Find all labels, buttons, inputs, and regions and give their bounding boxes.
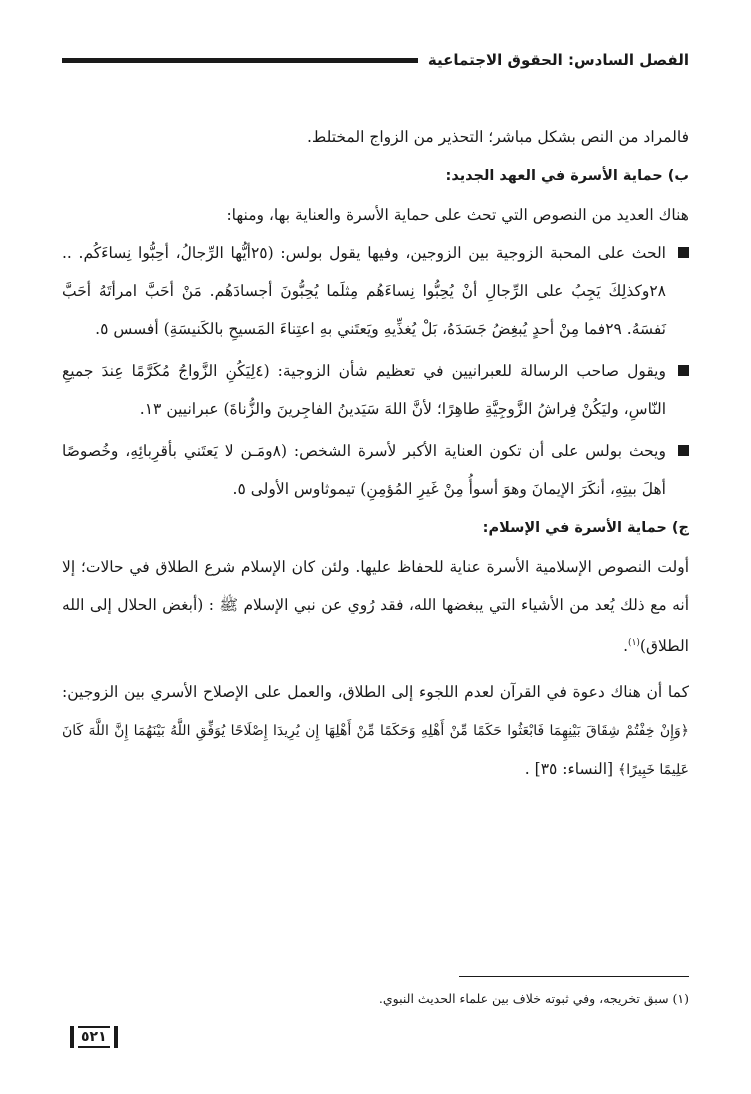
verse-reference: [النساء: ٣٥] . — [524, 760, 614, 779]
running-header — [62, 48, 689, 72]
intro-paragraph: فالمراد من النص بشكل مباشر؛ التحذير من الزواج المختلط. — [306, 128, 689, 146]
bullet-item — [62, 234, 689, 348]
paragraph-text: أولت النصوص الإسلامية الأسرة عناية للحفاظ عليها. ولئن كان الإسلام شرع الطلاق في حالات؛ إلا أنه مع ذلك يُعد من الأشياء التي يبغضها الله، فقد رُوي عن نبي الإسلام ﷺ : (أبغض الحلال إلى الله الطلاق) — [62, 558, 689, 656]
footnote-ref: (١) — [628, 638, 640, 648]
bullet-item — [62, 432, 689, 508]
section-c-paragraph-2 — [62, 673, 689, 789]
footnote-divider — [459, 976, 689, 977]
section-b-lead: هناك العديد من النصوص التي تحث على حماية الأسرة والعناية بها، ومنها: — [226, 206, 689, 224]
quran-verse: ﴿وَإِنْ خِفْتُمْ شِقَاقَ بَيْنِهِمَا فَابْعَثُوا حَكَمًا مِّنْ أَهْلِهِ وَحَكَمًا مِّنْ أَهْلِهَا إِن يُرِيدَا إِصْلَاحًا يُوَفِّقِ اللَّهُ بَيْنَهُمَا إِنَّ اللَّهَ كَانَ عَلِيمًا خَبِيرًا﴾ — [62, 723, 689, 779]
page-number-bar — [114, 1026, 118, 1048]
section-c-paragraph-1: أولت النصوص الإسلامية الأسرة عناية للحفاظ عليها. ولئن كان الإسلام شرع الطلاق في حالات؛ إلا أنه مع ذلك يُعد من الأشياء التي يبغضها الله، فقد رُوي عن نبي الإسلام ﷺ : (أبغض الحلال إلى الله الطلاق)$^{(١)}$. — [62, 558, 689, 656]
square-bullet-icon — [678, 365, 689, 376]
paragraph-text: كما أن هناك دعوة في القرآن لعدم اللجوء إلى الطلاق، والعمل على الإصلاح الأسري بين الزوجين: — [62, 683, 689, 702]
bullet-text: ويحث بولس على أن تكون العناية الأكبر لأسرة الشخص: (٨ومَـن لا يَعتَني بأقرِبائِهِ، وخُصوصًا أهلَ بيتِهِ، أنكَرَ الإيمانَ وهوَ أسوأُ مِنْ غَيرِ المُؤمِنِ) تيموثاوس الأولى ٥. — [62, 442, 666, 498]
section-b-heading: ب) حماية الأسرة في العهد الجديد: — [445, 168, 689, 184]
chapter-title: الفصل السادس: الحقوق الاجتماعية — [427, 51, 689, 69]
section-c-heading: ج) حماية الأسرة في الإسلام: — [482, 520, 689, 536]
main-text — [62, 118, 689, 789]
square-bullet-icon — [678, 445, 689, 456]
header-rule — [62, 58, 418, 63]
square-bullet-icon — [678, 247, 689, 258]
page-number-block — [70, 1026, 118, 1048]
bullet-item — [62, 352, 689, 428]
page-number: ٥٢١ — [78, 1026, 110, 1048]
page-number-bar — [70, 1026, 74, 1048]
bullet-text: ويقول صاحب الرسالة للعبرانيين في تعظيم شأن الزوجية: (٤لِيَكُنِ الزَّواجُ مُكَرَّمًا عِندَ جميعِ النّاسِ، وليَكُنْ فِراشُ الزَّوجِيَّةِ طاهِرًا؛ لأنَّ اللهَ سَيَدينُ الفاجِرينَ والزُّناةَ) عبرانيين ١٣. — [62, 362, 666, 418]
bullet-text: الحث على المحبة الزوجية بين الزوجين، وفيها يقول بولس: (٢٥أيُّها الرِّجالُ، أحِبُّوا نِساءَكُم. .. ٢٨وكذلِكَ يَجِبُ على الرِّجالِ أنْ يُحِبُّوا نِساءَهُم مِثلَما يُحِبُّونَ أجسادَهُم. مَنْ أحَبَّ امرأتَهُ أحَبَّ نَفسَهُ. ٢٩فما مِنْ أحدٍ يُبغِضُ جَسَدَهُ، بَلْ يُغذِّيهِ ويَعتَني بهِ اعتِناءَ المَسيحِ بالكَنيسَةِ) أفسس ٥. — [62, 244, 666, 338]
footnote: (١) سبق تخريجه، وفي ثبوته خلاف بين علماء الحديث النبوي. — [378, 991, 689, 1006]
